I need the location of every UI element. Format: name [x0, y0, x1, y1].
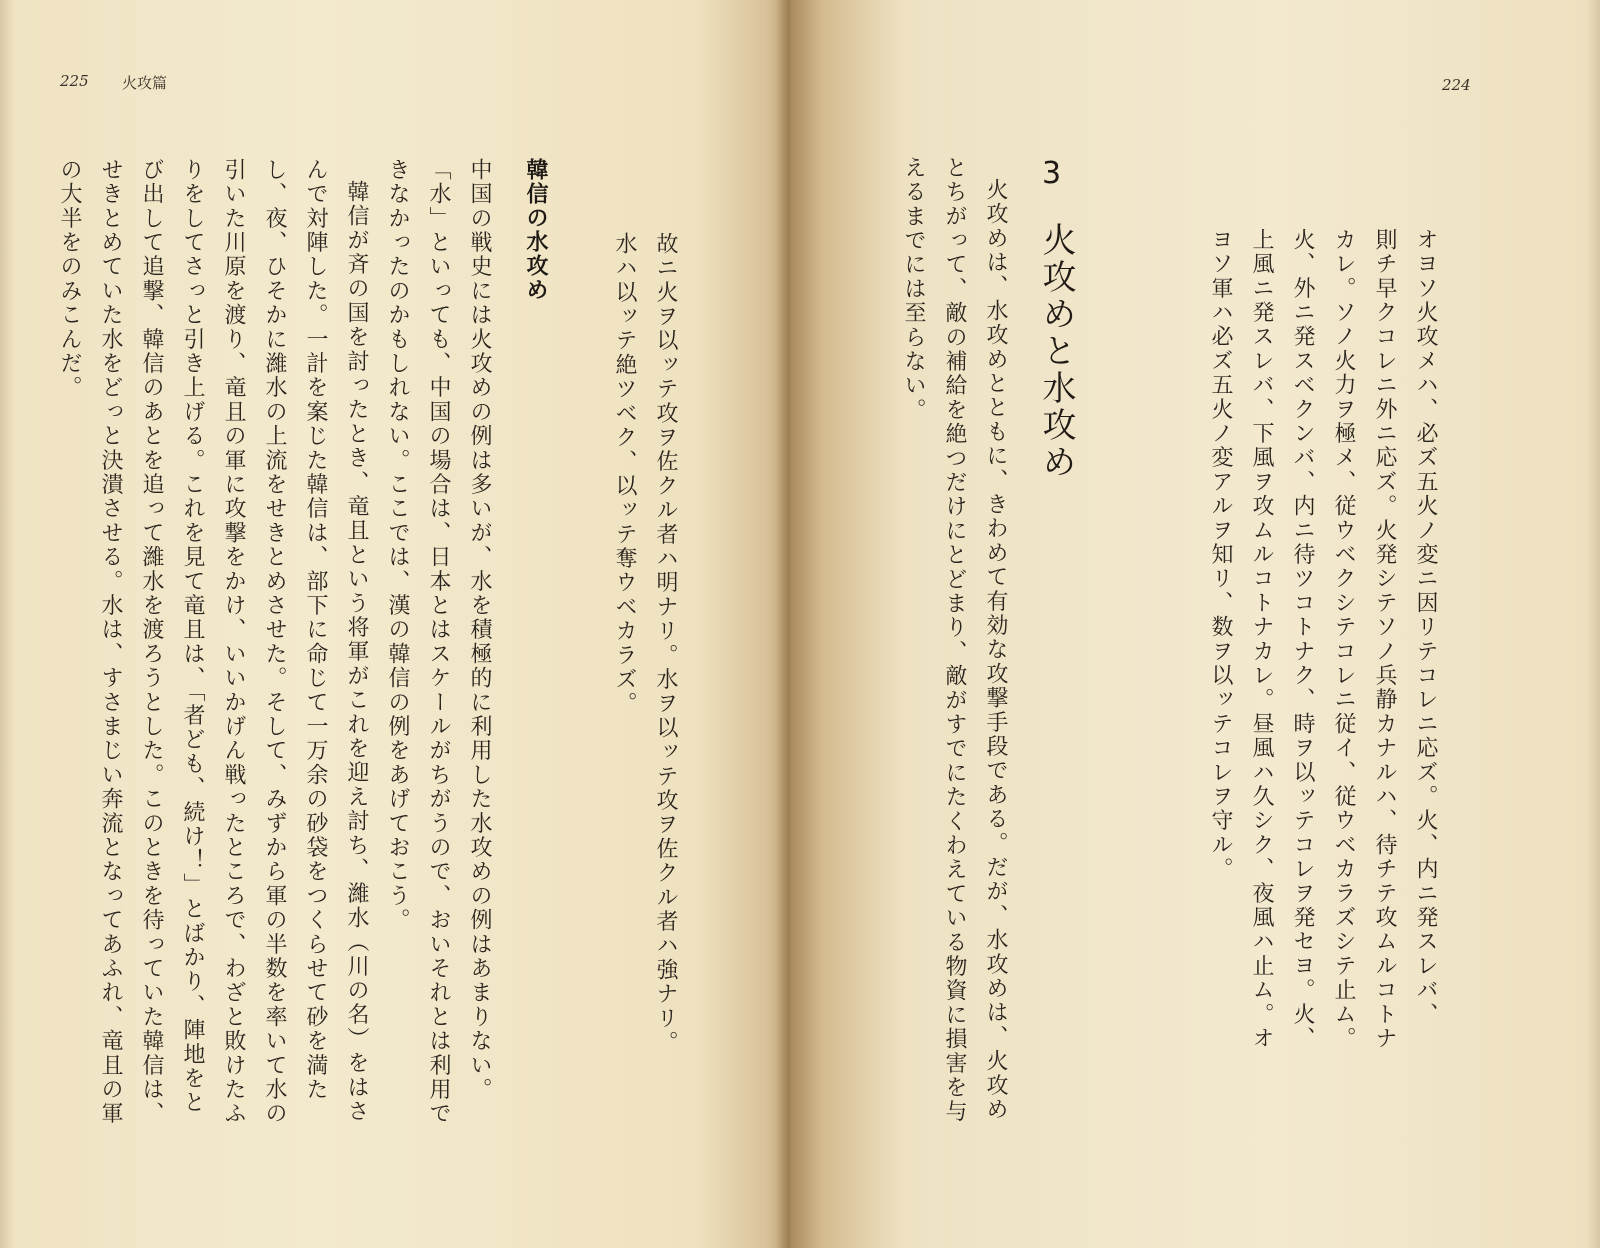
running-head: 火攻篇 [122, 74, 168, 92]
subheading: 韓信の水攻め [523, 158, 548, 302]
classical-line: オヨソ火攻メハ、必ズ五火ノ変ニ因リテコレニ応ズ。火、内ニ発スレバ、 [1413, 228, 1438, 1027]
left-page [0, 0, 790, 1248]
classical-line: 上風ニ発スレバ、下風ヲ攻ムルコトナカレ。昼風ハ久シク、夜風ハ止ム。オ [1249, 228, 1274, 1051]
quote-line: 水ハ以ッテ絶ツベク、以ッテ奪ウベカラズ。 [612, 232, 637, 716]
page-edge-shadow [0, 0, 14, 1248]
section-paragraph: 火攻めは、水攻めとともに、きわめて有効な攻撃手段である。だが、水攻めは、火攻めとちがって、敵の補給を絶つだけにとどまり、敵がすでにたくわえている物資に損害を与えるまでには至らない。 [901, 156, 1008, 1124]
quote-block [604, 232, 686, 1055]
classical-line: 則チ早クコレニ外ニ応ズ。火発シテソノ兵静カナルハ、待チテ攻ムルコトナ [1372, 228, 1397, 1051]
section-number: 3 [1042, 156, 1062, 191]
right-page-number: 224 [1442, 76, 1471, 94]
section-body [886, 156, 1016, 1141]
section-title: 火攻めと水攻め [1036, 222, 1076, 481]
classical-line: 火、外ニ発スベクンバ、内ニ待ツコトナク、時ヲ以ッテコレヲ発セヨ。火、 [1290, 228, 1315, 1051]
quote-line: 故ニ火ヲ以ッテ攻ヲ佐クル者ハ明ナリ。水ヲ以ッテ攻ヲ佐クル者ハ強ナリ。 [653, 232, 678, 1055]
body-paragraph: 韓信が斉の国を討ったとき、竜且という将軍がこれを迎え討ち、濰水（川の名）をはさんで対陣した。一計を案じた韓信は、部下に命じて一万余の砂袋をつくらせて砂を満たし、夜、ひそかに濰水の上流をせきとめさせた。そして、みずから軍の半数を率いて水の引いた川原を渡り、竜且の軍に攻撃をかけ、いいかげん戦ったところで、わざと敗けたふりをしてさっと引き上げる。これを見て竜且は、「者ども、続け！」とばかり、陣地をとび出して追撃、韓信のあとを追って濰水を渡ろうとした。このときを待っていた韓信は、せきとめていた水をどっと決潰させる。水は、すさまじい奔流となってあふれ、竜且の軍の大半をのみこんだ。 [57, 158, 369, 1126]
right-page [790, 0, 1600, 1248]
body-text [44, 158, 500, 1138]
classical-line: カレ。ソノ火力ヲ極メ、従ウベクシテコレニ従イ、従ウベカラズシテ止ム。 [1331, 228, 1356, 1051]
classical-line: ヨソ軍ハ必ズ五火ノ変アルヲ知リ、数ヲ以ッテコレヲ守ル。 [1208, 228, 1233, 882]
classical-text [1188, 228, 1446, 1128]
body-paragraph: 中国の戦史には火攻めの例は多いが、水を積極的に利用した水攻めの例はあまりない。「水」といっても、中国の場合は、日本とはスケールがちがうので、おいそれとは利用できなかったのかもしれない。ここでは、漢の韓信の例をあげておこう。 [385, 158, 492, 1126]
page-edge-shadow [1586, 0, 1600, 1248]
left-page-number: 225 [60, 72, 89, 90]
